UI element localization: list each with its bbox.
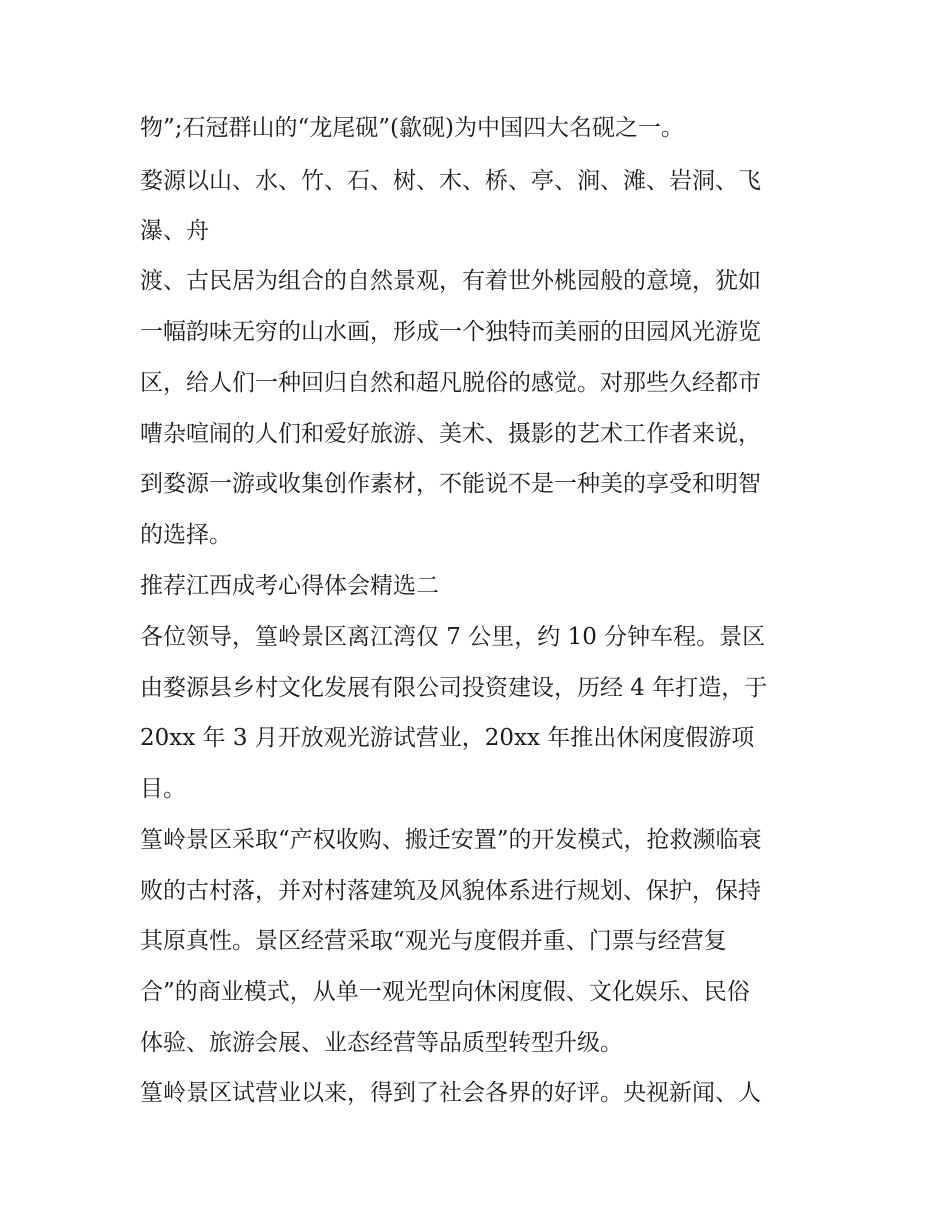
text-line: 体验、旅游会展、业态经营等品质型转型升级。 — [140, 1030, 623, 1056]
text-line: 败的古村落，并对村落建筑及风貌体系进行规划、保护，保持 — [140, 878, 761, 904]
text-line: 篁岭景区采取“产权收购、搬迁安置”的开发模式，抢救濒临衰 — [140, 827, 762, 853]
text-line: 到婺源一游或收集创作素材，不能说不是一种美的享受和明智 — [140, 471, 761, 497]
text-line: 区，给人们一种回归自然和超凡脱俗的感觉。对那些久经都市 — [140, 370, 761, 396]
text-line: 嘈杂喧闹的人们和爱好旅游、美术、摄影的艺术工作者来说， — [140, 421, 761, 447]
text-line: 的选择。 — [140, 522, 232, 548]
text-line: 合”的商业模式，从单一观光型向休闲度假、文化娱乐、民俗 — [140, 979, 750, 1005]
text-line: 其原真性。景区经营采取“观光与度假并重、门票与经营复 — [140, 928, 727, 954]
text-line: 篁岭景区试营业以来，得到了社会各界的好评。央视新闻、人 — [140, 1080, 761, 1106]
section-heading: 推荐江西成考心得体会精选二 — [140, 573, 439, 599]
text-line: 各位领导，篁岭景区离江湾仅 7 公里，约 10 分钟车程。景区 — [140, 624, 766, 650]
text-line: 20xx 年 3 月开放观光游试营业，20xx 年推出休闲度假游项 — [140, 725, 755, 751]
text-line: 由婺源县乡村文化发展有限公司投资建设，历经 4 年打造，于 — [140, 675, 768, 701]
text-line: 目。 — [140, 776, 186, 802]
text-line: 渡、古民居为组合的自然景观，有着世外桃园般的意境，犹如 — [140, 268, 761, 294]
text-line: 物”;石冠群山的“龙尾砚”(歙砚)为中国四大名砚之一。 — [140, 115, 684, 141]
text-line: 一幅韵味无穷的山水画，形成一个独特而美丽的田园风光游览 — [140, 319, 761, 345]
text-line: 婺源以山、水、竹、石、树、木、桥、亭、涧、滩、岩洞、飞 — [140, 168, 761, 194]
text-line: 瀑、舟 — [140, 218, 209, 244]
